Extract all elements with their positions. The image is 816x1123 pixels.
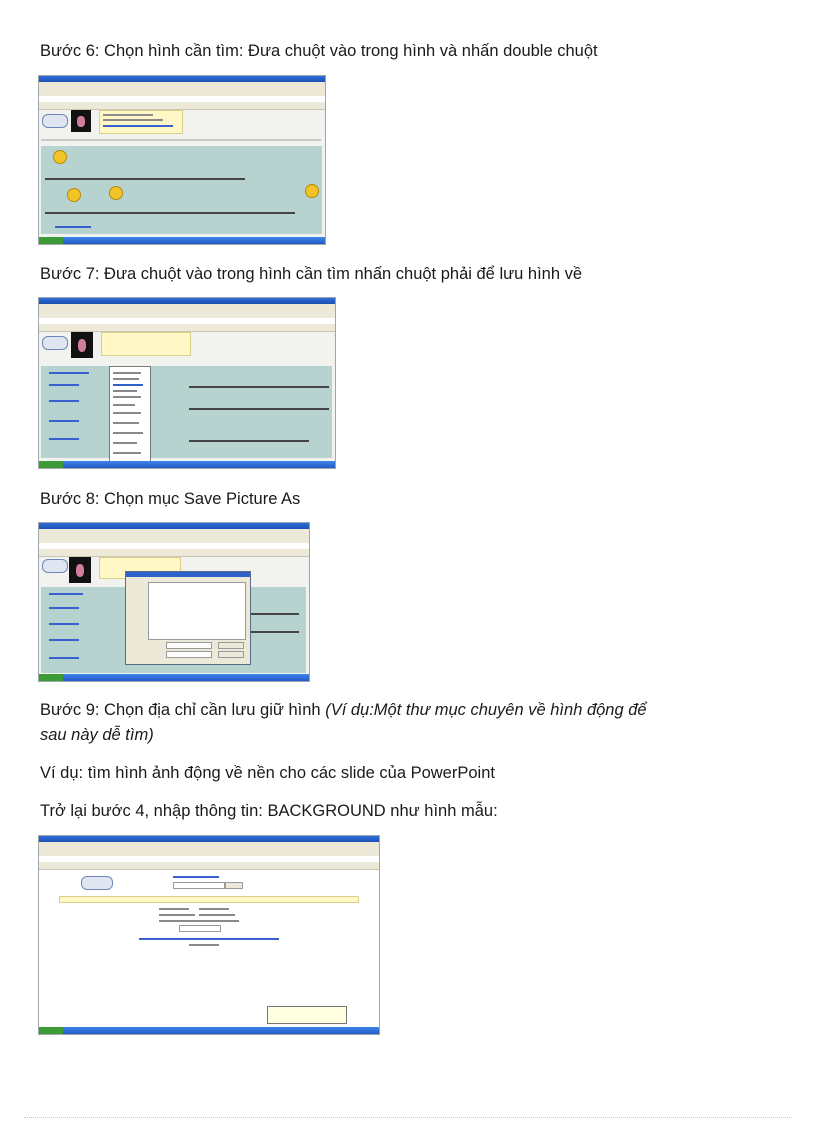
step-9-main: Bước 9: Chọn địa chỉ cần lưu giữ hình xyxy=(40,701,326,719)
animated-picture-thumb xyxy=(69,557,91,583)
smiley-icon xyxy=(53,150,67,164)
cancel-button[interactable] xyxy=(218,651,244,658)
step-9-example-cont: sau này dễ tìm) xyxy=(40,726,154,744)
search-input[interactable] xyxy=(173,882,225,889)
smiley-icon xyxy=(109,186,123,200)
folder-list[interactable] xyxy=(148,582,246,640)
screenshot-step8-save-dialog xyxy=(38,522,310,682)
step-7-text: Bước 7: Đưa chuột vào trong hình cần tìm nhấn chuột phải để lưu hình về xyxy=(40,265,583,283)
save-button[interactable] xyxy=(218,642,244,649)
step-9-text xyxy=(40,699,647,721)
screenshot-step6-picture-page xyxy=(38,75,326,245)
picture-info-panel xyxy=(101,332,191,356)
screenshot-background-search xyxy=(38,835,380,1035)
site-logo xyxy=(42,559,68,573)
save-picture-as-item[interactable] xyxy=(113,384,143,386)
animated-picture-thumb xyxy=(71,332,93,358)
framed-page xyxy=(41,146,322,234)
taskbar xyxy=(39,461,335,468)
screenshot-step7-context-menu xyxy=(38,297,336,469)
results-dropdown[interactable] xyxy=(179,925,221,932)
site-logo xyxy=(81,876,113,890)
save-as-type-field[interactable] xyxy=(166,651,212,658)
notification-balloon[interactable] xyxy=(267,1006,347,1024)
example-text: Ví dụ: tìm hình ảnh động về nền cho các slide của PowerPoint xyxy=(40,764,495,782)
start-button xyxy=(39,461,63,468)
site-logo xyxy=(42,114,68,128)
search-options-bar xyxy=(59,896,359,903)
start-button xyxy=(39,674,63,681)
framed-page xyxy=(41,366,332,458)
step-9-example: (Ví dụ:Một thư mục chuyên về hình động để xyxy=(325,701,647,719)
animated-picture-thumb xyxy=(71,110,91,132)
smiley-icon xyxy=(67,188,81,202)
start-button xyxy=(39,1027,63,1034)
step-9-text-continued xyxy=(40,724,154,746)
page-footer-rule xyxy=(24,1117,792,1118)
links-bar xyxy=(39,324,335,332)
links-bar xyxy=(39,549,309,557)
start-button xyxy=(39,237,63,244)
taskbar xyxy=(39,674,309,681)
return-step-4-text: Trở lại bước 4, nhập thông tin: BACKGROUND như hình mẫu: xyxy=(40,802,498,820)
save-picture-dialog[interactable] xyxy=(125,571,251,665)
smiley-icon xyxy=(305,184,319,198)
context-menu[interactable] xyxy=(109,366,151,464)
links-bar xyxy=(39,862,379,870)
step-6-text: Bước 6: Chọn hình cần tìm: Đưa chuột vào trong hình và nhấn double chuột xyxy=(40,42,598,60)
dialog-title-bar xyxy=(126,572,250,577)
search-button[interactable] xyxy=(225,882,243,889)
links-bar xyxy=(39,102,325,110)
taskbar xyxy=(39,1027,379,1034)
taskbar xyxy=(39,237,325,244)
file-name-field[interactable] xyxy=(166,642,212,649)
step-8-text: Bước 8: Chọn mục Save Picture As xyxy=(40,490,301,508)
site-logo xyxy=(42,336,68,350)
